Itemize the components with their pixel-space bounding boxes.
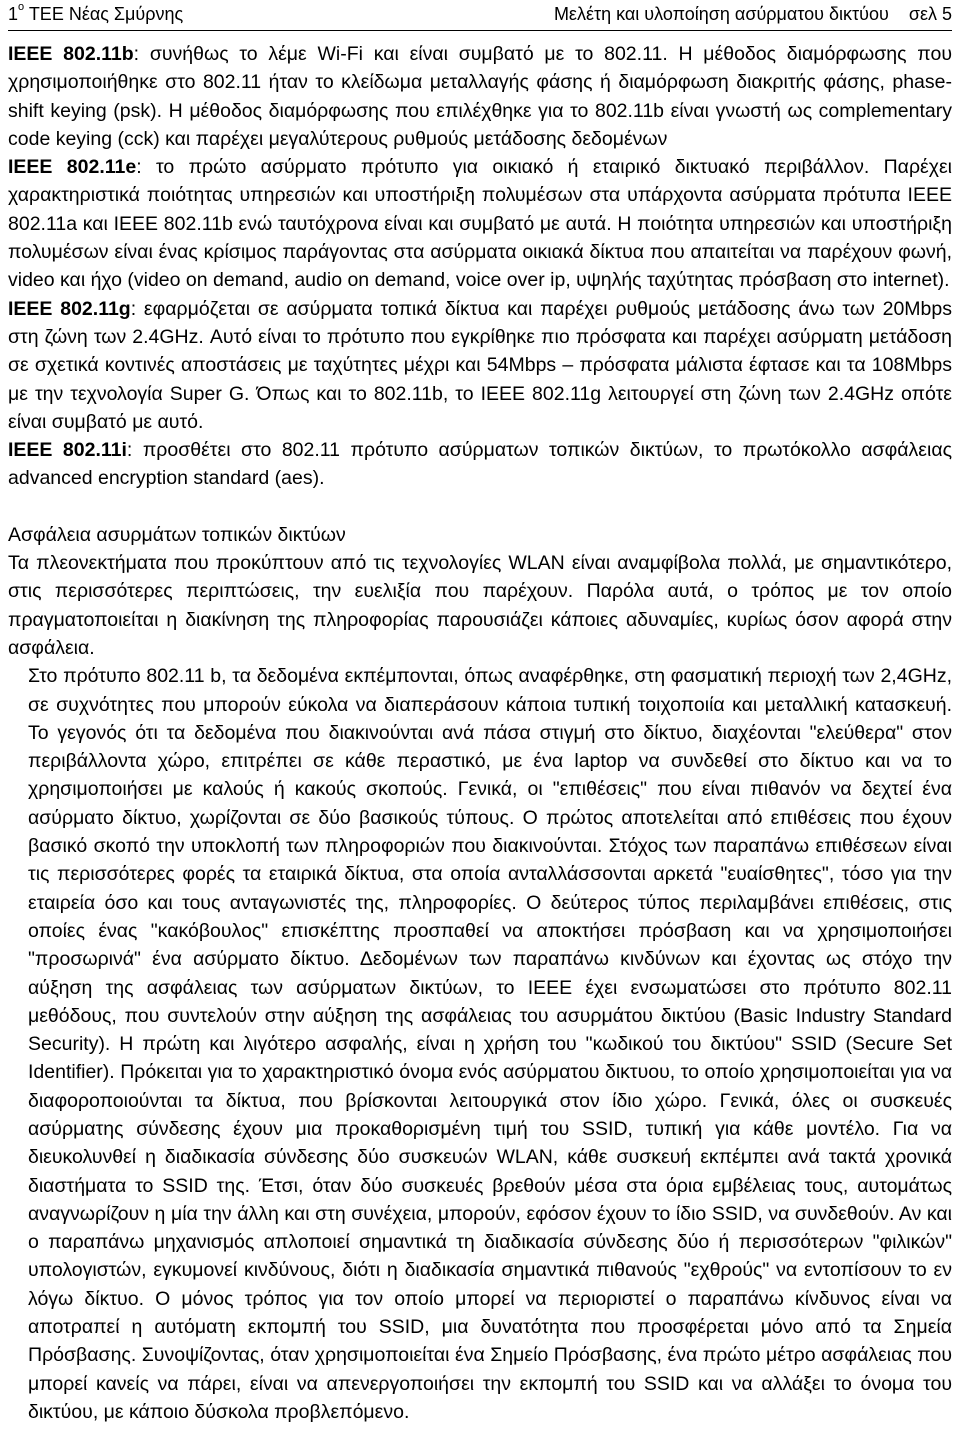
paragraph-ieee-80211b — [8, 40, 952, 153]
paragraph-ieee-80211g — [8, 295, 952, 436]
document-body — [8, 40, 952, 1426]
paragraph-security-80211b: Στο πρότυπο 802.11 b, τα δεδομένα εκπέμπονται, όπως αναφέρθηκε, στη φασματική περιοχή των 2,4GHz, σε συχνότητες που μπορούν εύκολα να διαπεράσουν κάποια τυπική τοιχοποιία και μεταλλική κατασκευή. Το γεγονός ότι τα δεδομένα που διακινούνται ανά πάσα στιγμή στο δίκτυο, διαχέονται "ελεύθερα" στον περιβάλλοντα χώρο, επιτρέπει σε κάθε περαστικό, με ένα laptop να συνδεθεί στο δίκτυο και να το χρησιμοποιήσει με καλούς ή κακούς σκοπούς. Γενικά, οι "επιθέσεις" που είναι πιθανόν να δεχτεί ένα ασύρματο δίκτυο, χωρίζονται σε δύο βασικούς τύπους. Ο πρώτος αποτελείται από επιθέσεις που έχουν βασικό σκοπό την υποκλοπή των πληροφοριών που διακινούνται. Στόχος των παραπάνω επιθέσεων είναι τις περισσότερες φορές τα εταιρικά δίκτυα, στα οποία ανταλλάσσονται αρκετά "ευαίσθητες", τόσο για την εταιρεία όσο και τους ανταγωνιστές της, πληροφορίες. Ο δεύτερος τύπος περιλαμβάνει επιθέσεις, στις οποίες ένας "κακόβουλος" επισκέπτης προσπαθεί να αποκτήσει πρόσβαση και να χρησιμοποιήσει "προσωρινά" ένα ασύρματο δίκτυο. Δεδομένων των παραπάνω κινδύνων και έχοντας ως στόχο την αύξηση της ασφάλειας των ασύρματων δικτύων, το IEEE έχει ενσωματώσει στο πρότυπο 802.11 μεθόδους, που συντελούν στην αύξηση της ασφάλειας του ασυρμάτου δικτύου (Basic Industry Standard Security). Η πρώτη και λιγότερο ασφαλής, είναι η χρήση του "κωδικού του δικτύου" SSID (Secure Set Identifier). Πρόκειται για το χαρακτηριστικό όνομα ενός ασύρματου δικτυου, το οποίο χρησιμοποιείται για να διαφοροποιούνται τα δίκτυα, που βρίσκονται λειτουργικά στον ίδιο χώρο. Γενικά, όλες οι συσκευές ασύρματης σύνδεσης έχουν μια προκαθορισμένη τιμή του SSID, τυπική για κάθε μοντέλο. Για να διευκολυνθεί η διαδικασία σύνδεσης δύο συσκευών WLAN, κάθε συσκευή εκπέμπει ανά τακτά χρονικά διαστήματα το SSID της. Έτσι, όταν δύο συσκευές βρεθούν μέσα στα όρια εμβέλειας τους, αυτομάτως αναγνωρίζουν η μία την άλλη και στη συνέχεια, μπορούν, εφόσον έχουν το ίδιο SSID, να συνδεθούν. Αν και ο παραπάνω μηχανισμός απλοποιεί σημαντικά τη διαδικασία σύνδεσης δύο ή περισσότερων "φιλικών" υπολογιστών, εγκυμονεί κινδύνους, διότι η διαδικασία σημαντικά πιθανούς "εχθρούς" να εντοπίσουν το εν λόγω δίκτυο. Ο μόνος τρόπος για τον οποίο μπορεί να περιοριστεί ο παραπάνω κίνδυνος είναι να αποτραπεί η αυτόματη εκπομπή του SSID, μια δυνατότητα που προσφέρεται μόνο από τα Σημεία Πρόσβασης. Συνοψίζοντας, όταν χρησιμοποιείται ένα Σημείο Πρόσβασης, ένα πρώτο μέτρο ασφάλειας που μπορεί κανείς να πάρει, είναι να απενεργοποιήσει την εκπομπή του SSID και να αλλάξει το όνομα του δικτύου, με κάποιο δύσκολα προβλεπόμενο. — [28, 665, 952, 1423]
header-school — [8, 0, 183, 28]
text-ieee-80211i: : προσθέτει στο 802.11 πρότυπο ασύρματων τοπικών δικτύων, το πρωτόκολλο ασφάλειας advanced encryption standard (aes). — [8, 439, 952, 490]
term-ieee-80211e: IEEE 802.11e — [8, 156, 137, 179]
header-school-name: ΤΕΕ Νέας Σμύρνης — [24, 4, 184, 24]
section-gap — [8, 493, 952, 521]
paragraph-ieee-80211i — [8, 436, 952, 493]
text-ieee-80211g: : εφαρμόζεται σε ασύρματα τοπικά δίκτυα και παρέχει ρυθμούς μετάδοσης άνω των 20Mbps στη ζώνη των 2.4GHz. Αυτό είναι το πρότυπο που εγκρίθηκε πιο πρόσφατα και παρέχει ασύρματη μετάδοση σε σχετικά κοντινές αποστάσεις με ταχύτητες μέχρι και 54Mbps – πρόσφατα μάλιστα έφτασε και τα 108Mbps με την τεχνολογία Super G. Όπως και το 802.11b, το IEEE 802.11g λειτουργεί στη ζώνη των 2.4GHz οπότε είναι συμβατό με αυτό. — [8, 297, 952, 433]
header-school-sup: ο — [18, 1, 25, 13]
page-header — [8, 0, 952, 31]
term-ieee-80211i: IEEE 802.11i — [8, 439, 127, 462]
text-ieee-80211b: : συνήθως το λέμε Wi-Fi και είναι συμβατό με το 802.11. Η μέθοδος διαμόρφωσης που χρησιμοποιήθηκε στο 802.11 ήταν το κλείδωμα μεταλλαγής φάσης ή διαμόρφωση διακριτής φάσης, phase-shift keying (psk). Η μέθοδος διαμόρφωσης που επιλέχθηκε για το 802.11b είναι γνωστή ως complementary code keying (cck) και παρέχει μεγαλύτερους ρυθμούς μετάδοσης δεδομένων — [8, 43, 952, 150]
header-school-number: 1 — [8, 4, 19, 24]
text-ieee-80211e: : το πρώτο ασύρματο πρότυπο για οικιακό ή εταιρικό δικτυακό περιβάλλον. Παρέχει χαρακτηριστικά ποιότητας υπηρεσιών και υποστήριξη πολυμέσων στα υπάρχοντα ασύρματα πρότυπα IEEE 802.11a και IEEE 802.11b ενώ ταυτόχρονα είναι και συμβατό με αυτά. Η ποιότητα υπηρεσιών και υποστήριξη πολυμέσων είναι ένας κρίσιμος παράγοντας στα ασύρματα οικιακά δίκτυα που απαιτείται να παρέχουν φωνή, video και ήχο (video on demand, audio on demand, voice over ip, υψηλής ταχύτητας πρόσβαση στο internet). — [8, 156, 952, 292]
header-title-page: Μελέτη και υλοποίηση ασύρματου δικτύου σελ 5 — [553, 4, 952, 24]
term-ieee-80211g: IEEE 802.11g — [8, 297, 131, 320]
paragraph-ieee-80211e — [8, 153, 952, 294]
section-heading-security: Ασφάλεια ασυρμάτων τοπικών δικτύων — [8, 523, 346, 546]
paragraph-security-intro: Τα πλεονεκτήματα που προκύπτουν από τις τεχνολογίες WLAN είναι αναμφίβολα πολλά, με σημαντικότερο, στις περισσότερες περιπτώσεις, την ευελιξία που παρέχουν. Παρόλα αυτά, ο τρόπος με τον οποίο πραγματοποιείται η διακίνηση της πληροφορίας παρουσιάζει κάποιες αδυναμίες, κυρίως όσον αφορά στην ασφάλεια. — [8, 552, 952, 659]
term-ieee-80211b: IEEE 802.11b — [8, 43, 134, 65]
